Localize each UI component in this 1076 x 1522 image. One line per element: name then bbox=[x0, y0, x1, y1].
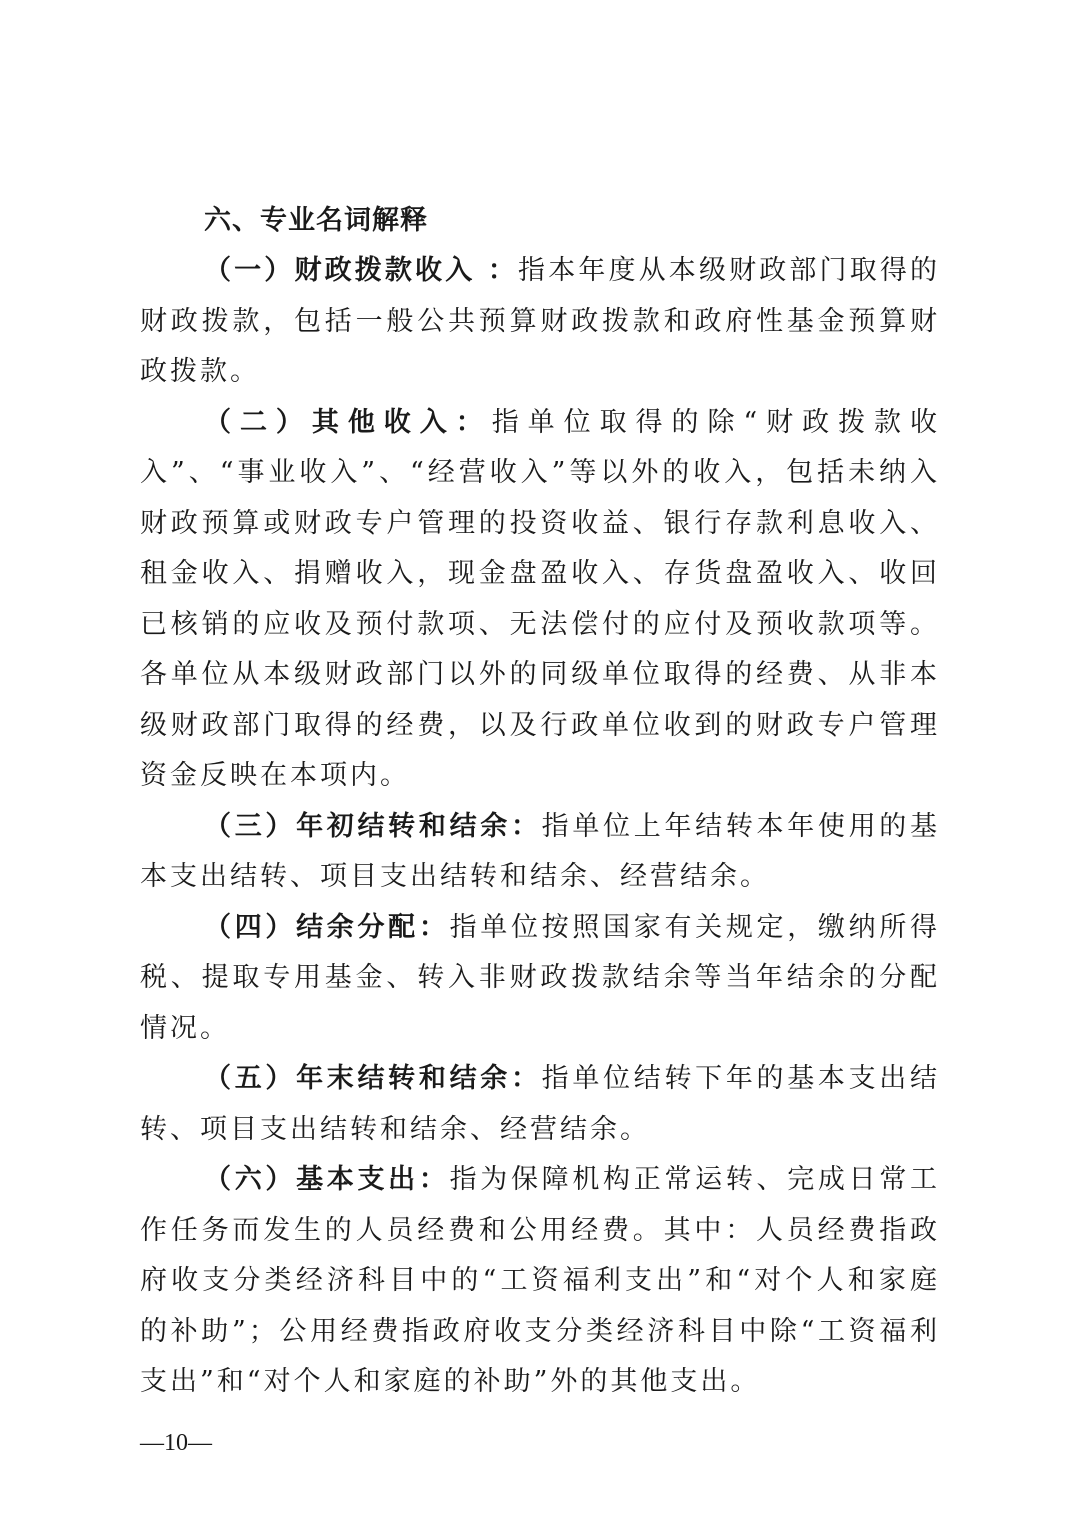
definition-paragraph-1 bbox=[140, 246, 940, 398]
term-definition: 指单位上年结转本年使用的基本支出结转、项目支出结转和结余、经营结余。 bbox=[140, 810, 941, 892]
term-label: （四）结余分配： bbox=[204, 911, 450, 943]
term-label: （三）年初结转和结余： bbox=[204, 810, 542, 842]
definition-paragraph-5 bbox=[140, 1054, 940, 1155]
document-body bbox=[140, 196, 940, 1408]
term-label: （五）年末结转和结余： bbox=[204, 1063, 542, 1094]
definition-paragraph-2 bbox=[140, 398, 940, 802]
definition-paragraph-4 bbox=[140, 903, 940, 1055]
definition-paragraph-6 bbox=[140, 1155, 940, 1408]
term-label: （二）其他收入： bbox=[204, 406, 492, 438]
definition-paragraph-3 bbox=[140, 802, 940, 903]
term-definition: 指单位结转下年的基本支出结转、项目支出结转和结余、经营结余。 bbox=[140, 1063, 941, 1145]
page-number: —10— bbox=[140, 1430, 212, 1456]
term-definition: 指本年度从本级财政部门取得的财政拨款，包括一般公共预算财政拨款和政府性基金预算财政拨款。 bbox=[140, 255, 940, 387]
term-label: （一）财政拨款收入 ： bbox=[204, 255, 519, 286]
term-label: （六）基本支出： bbox=[204, 1164, 450, 1195]
section-heading: 六、专业名词解释 bbox=[204, 205, 428, 236]
term-definition: 指为保障机构正常运转、完成日常工作任务而发生的人员经费和公用经费。其中：人员经费指政府收支分类经济科目中的“工资福利支出”和“对个人和家庭的补助”；公用经费指政府收支分类经济科目中除“工资福利支出”和“对个人和家庭的补助”外的其他支出。 bbox=[140, 1164, 941, 1397]
term-definition: 指单位取得的除“财政拨款收入”、“事业收入”、“经营收入”等以外的收入，包括未纳入财政预算或财政专户管理的投资收益、银行存款利息收入、租金收入、捐赠收入，现金盘盈收入、存货盘盈收入、收回已核销的应收及预付款项、无法偿付的应付及预收款项等。各单位从本级财政部门以外的同级单位取得的经费、从非本级财政部门取得的经费，以及行政单位收到的财政专户管理资金反映在本项内。 bbox=[140, 406, 941, 791]
term-definition: 指单位按照国家有关规定，缴纳所得税、提取专用基金、转入非财政拨款结余等当年结余的分配情况。 bbox=[140, 911, 941, 1044]
